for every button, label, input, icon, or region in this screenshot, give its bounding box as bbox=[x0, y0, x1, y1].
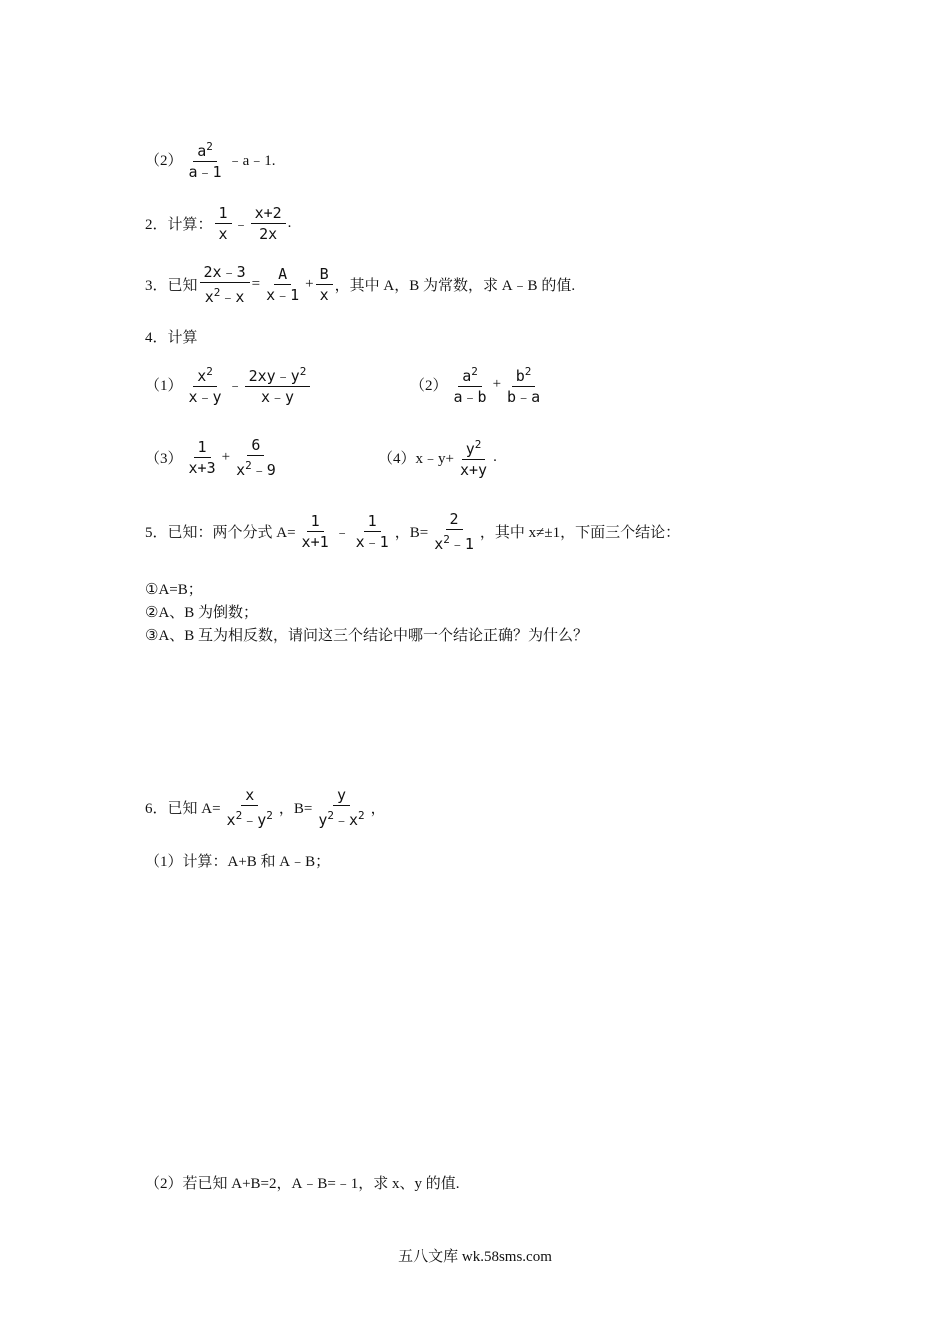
question-2: 2．计算： $\frac{1}{x}$ ﹣ $\frac{x+2}{2x}$ . bbox=[145, 204, 292, 243]
question-5: 5．已知：两个分式 A= $\frac{1}{x+1}$ ﹣ $\frac{1}{x﹣1}$ ，B= $\frac{2}{x^2﹣1}$ ，其中 x≠±1，下面三个结论： bbox=[145, 510, 681, 553]
fraction: $\frac{1}{x}$ bbox=[215, 203, 232, 244]
question-4-title: 4．计算 bbox=[145, 330, 198, 346]
q1-part2: （2） $\frac{a^2}{a﹣1}$ ﹣a﹣1. bbox=[145, 137, 276, 182]
q4-part1: （1） $\frac{x^2}{x﹣y}$ ﹣ $\frac{2xy﹣y^2}{x﹣y}$ bbox=[145, 362, 312, 407]
q5-conclusion-1: ①A=B； bbox=[145, 582, 203, 598]
fraction: $\frac{B}{x}$ bbox=[316, 264, 333, 305]
fraction: $\frac{1}{x+3}$ bbox=[188, 438, 216, 477]
q4-part4: （4） x﹣y+ $\frac{y^2}{x+y}$ . bbox=[378, 435, 497, 480]
fraction: $\frac{x}{x^2﹣y^2}$ bbox=[226, 786, 273, 829]
fraction: $\frac{2x﹣3}{x^2﹣x}$ bbox=[200, 262, 250, 307]
question-6: 6．已知 A= $\frac{x}{x^2﹣y^2}$ ，B= $\frac{y}{y^2﹣x^2}$ ， bbox=[145, 786, 386, 829]
fraction: $\frac{y}{y^2﹣x^2}$ bbox=[318, 786, 365, 829]
fraction: $\frac{x^2}{x﹣y}$ bbox=[185, 362, 226, 407]
q4-part3: （3） $\frac{1}{x+3}$ + $\frac{6}{x^2﹣9}$ bbox=[145, 435, 282, 480]
question-3: 3．已知 $\frac{2x﹣3}{x^2﹣x}$ = $\frac{A}{x﹣1}$ + $\frac{B}{x}$ ，其中 A，B 为常数，求 A﹣B 的值. bbox=[145, 263, 576, 306]
footer-watermark: 五八文库 wk.58sms.com bbox=[398, 1249, 552, 1265]
fraction: $\frac{x+2}{2x}$ bbox=[251, 203, 286, 244]
fraction: $\frac{1}{x+1}$ bbox=[301, 512, 329, 551]
fraction: $\frac{b^2}{b﹣a}$ bbox=[503, 362, 544, 407]
q5-conclusion-3: ③A、B 互为相反数，请问这三个结论中哪一个结论正确？为什么？ bbox=[145, 628, 589, 644]
fraction: $\frac{2xy﹣y^2}{x﹣y}$ bbox=[245, 362, 311, 407]
fraction: $\frac{A}{x﹣1}$ bbox=[266, 265, 300, 304]
fraction: $\frac{a^2}{a﹣b}$ bbox=[450, 362, 491, 407]
fraction: $\frac{y^2}{x+y}$ bbox=[456, 435, 491, 480]
q5-conclusion-2: ②A、B 为倒数； bbox=[145, 605, 259, 621]
fraction: $\frac{1}{x﹣1}$ bbox=[355, 512, 389, 551]
fraction: $\frac{a^2}{a﹣1}$ bbox=[185, 137, 226, 182]
fraction: $\frac{2}{x^2﹣1}$ bbox=[434, 510, 474, 553]
fraction: $\frac{6}{x^2﹣9}$ bbox=[236, 436, 276, 479]
q6-sub-1: （1）计算：A+B 和 A﹣B； bbox=[145, 854, 331, 870]
q4-part2: （2） $\frac{a^2}{a﹣b}$ + $\frac{b^2}{b﹣a}$ bbox=[410, 362, 546, 407]
q6-sub-2: （2）若已知 A+B=2，A﹣B=﹣1，求 x、y 的值. bbox=[145, 1176, 460, 1192]
